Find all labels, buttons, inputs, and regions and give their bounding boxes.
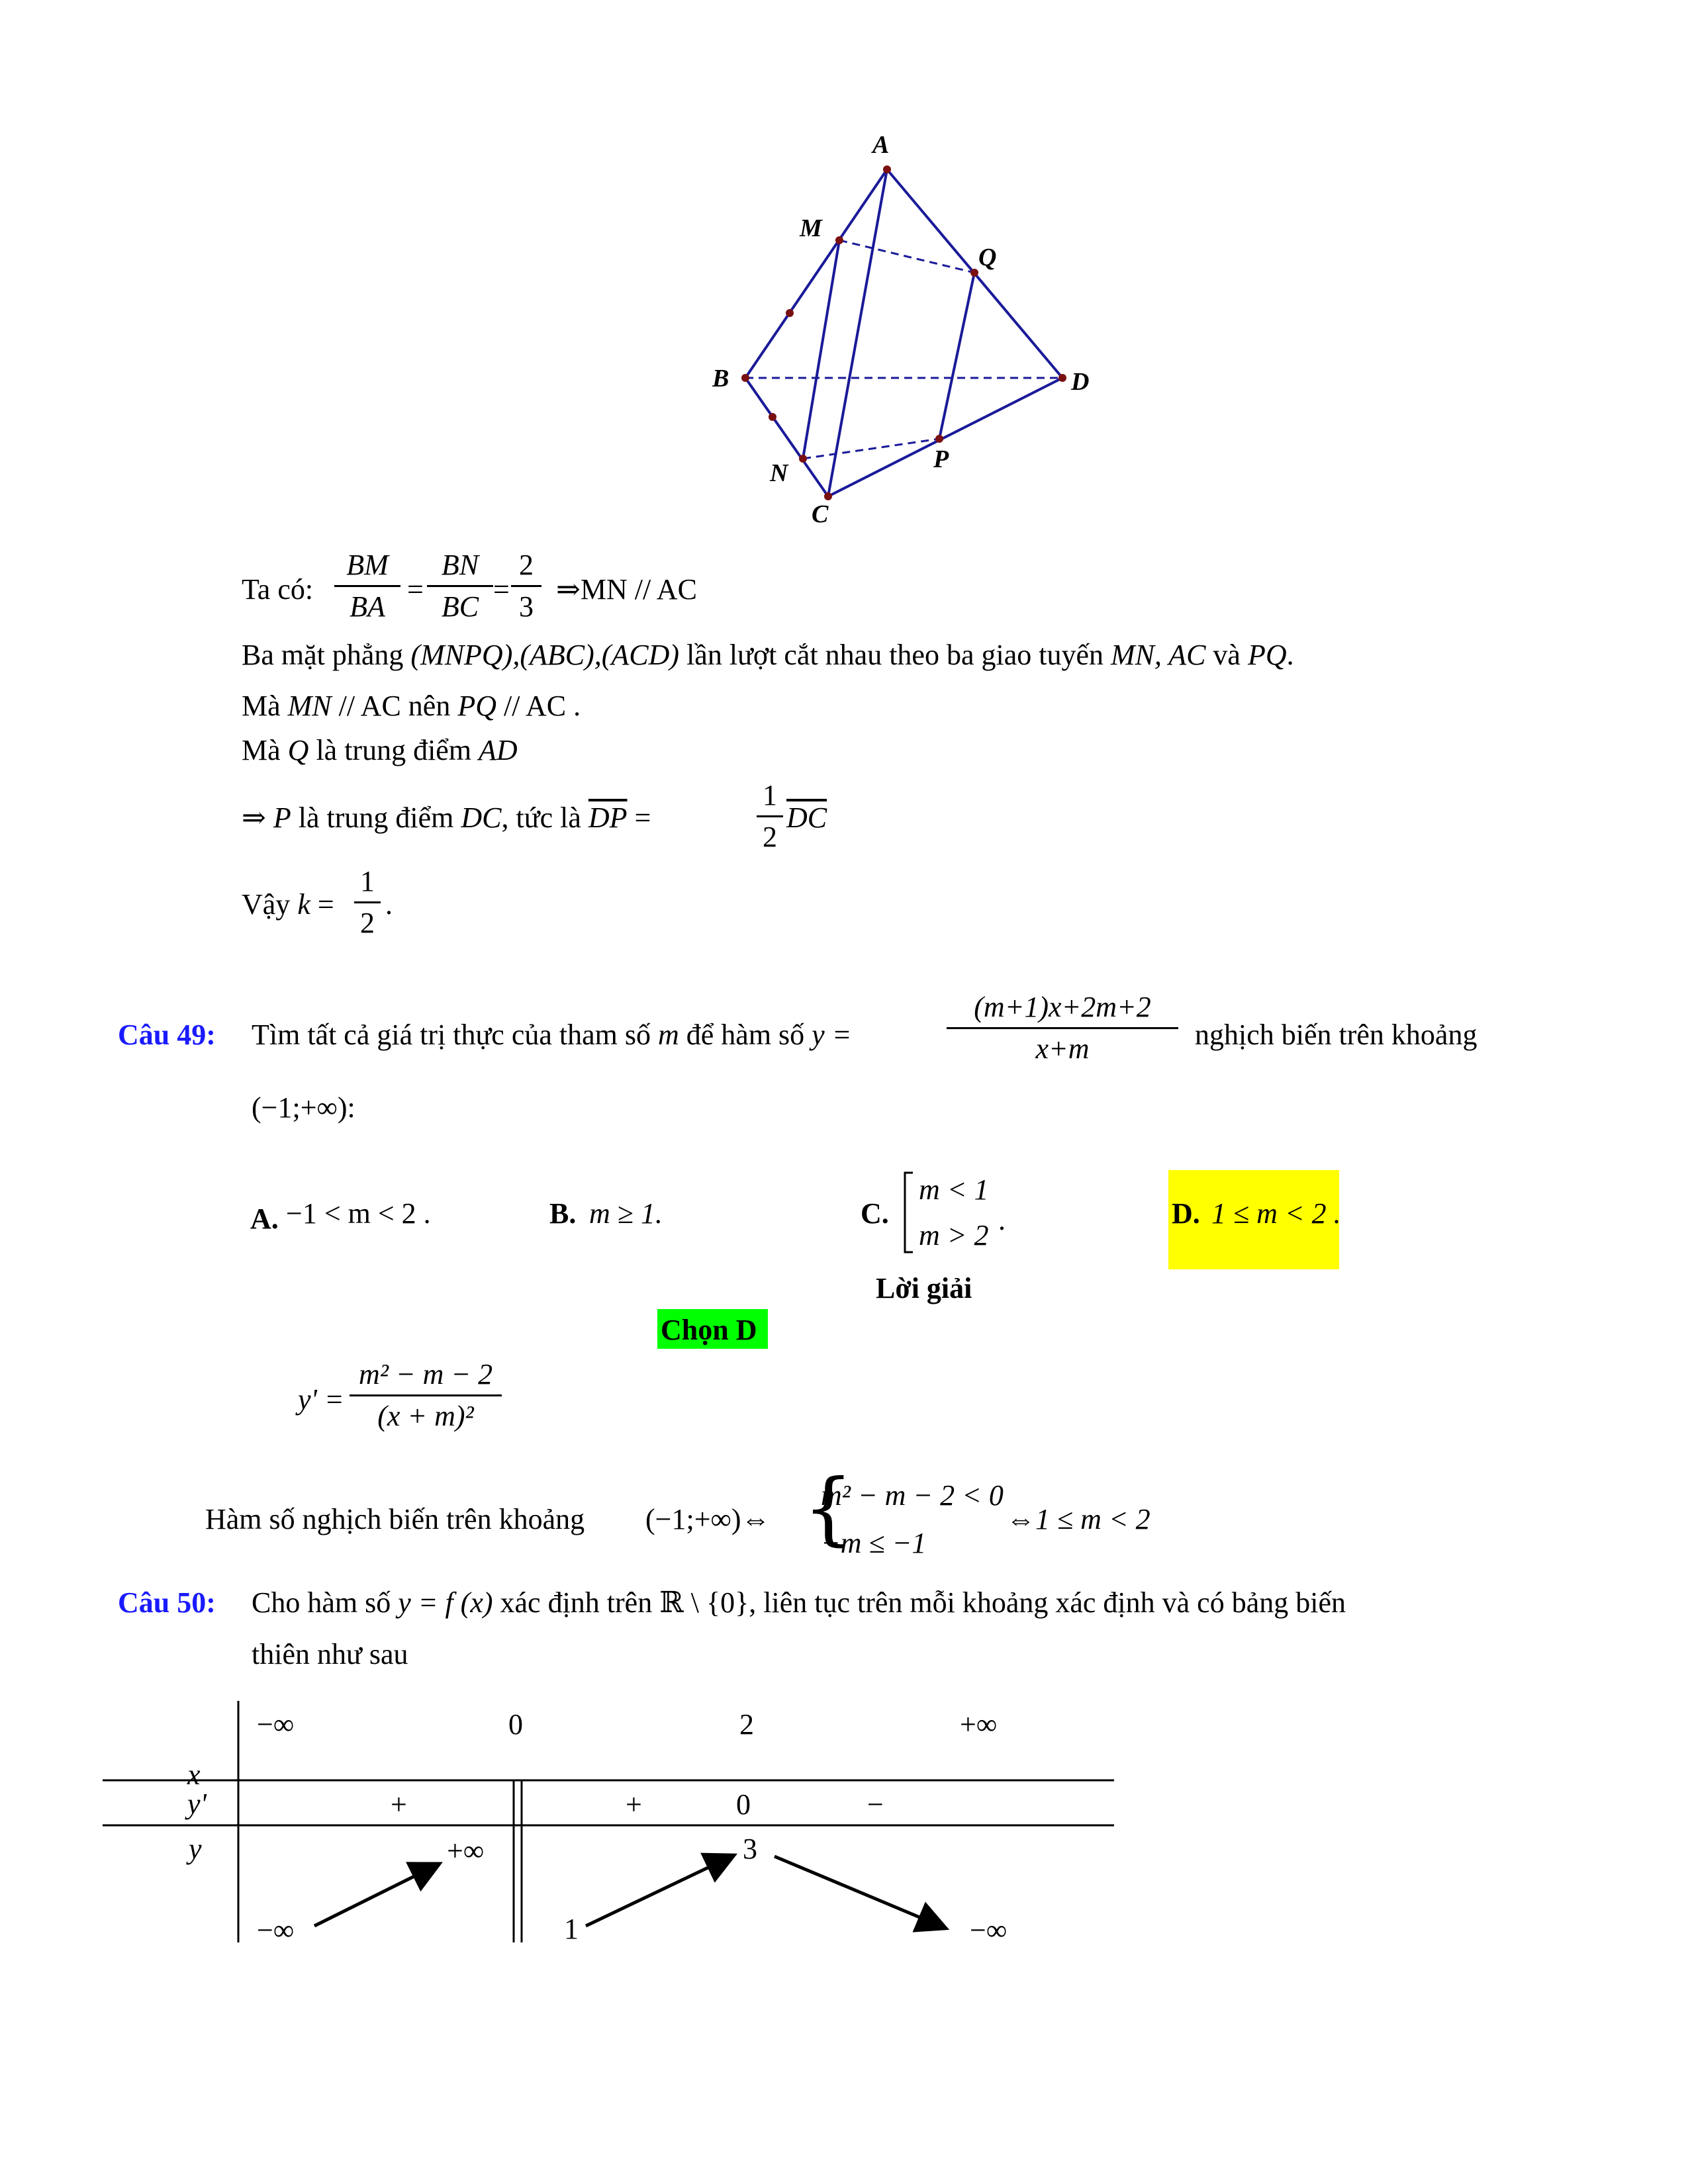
label-q: Q xyxy=(978,244,997,271)
option-c-dot: . xyxy=(998,1204,1006,1236)
fraction-bn-bc: $\frac{BN}{BC}$ xyxy=(427,551,493,621)
vector-dc: $\overline{DC}$ xyxy=(786,801,827,834)
system-bottom: −m ≤ −1 xyxy=(821,1527,927,1559)
arrow-decrease-right xyxy=(774,1856,943,1927)
derivative-fraction: $\frac{\text{m² − m − 2}}{\text{(x + m)²}}$ xyxy=(350,1360,502,1431)
table-sign: + xyxy=(626,1788,642,1821)
derivative-label: y' = xyxy=(298,1383,344,1416)
point-c xyxy=(824,492,832,500)
conclusion-k: Vậy k = xyxy=(242,888,334,921)
ta-co: Ta có: xyxy=(242,573,314,606)
question-50-label: Câu 50: xyxy=(118,1586,216,1619)
implies-mn-parallel-ac: ⇒MN // AC xyxy=(556,573,697,606)
point-p xyxy=(935,435,943,443)
question-49-text: Tìm tất cả giá trị thực của tham số m để hàm số y = xyxy=(252,1019,852,1051)
monotonic-condition-text: Hàm số nghịch biến trên khoảng xyxy=(205,1503,585,1535)
label-d: D xyxy=(1071,368,1090,396)
option-a-label[interactable]: A. xyxy=(250,1203,279,1235)
point-ab-third xyxy=(786,309,794,317)
solution-line-planes: Ba mặt phẳng (MNPQ),(ABC),(ACD) lần lượt cắt nhau theo ba giao tuyến MN, AC và PQ. xyxy=(242,639,1294,671)
vector-dp: $\overline{DP}$ xyxy=(588,801,628,834)
table-yprime-label: y' xyxy=(187,1788,207,1820)
option-c-label[interactable]: C. xyxy=(861,1197,889,1230)
solution-line-parallel: Mà MN // AC nên PQ // AC . xyxy=(242,690,581,722)
table-y-label: y xyxy=(189,1833,202,1865)
fraction-two-thirds: $\frac{2}{3}$ xyxy=(511,551,541,621)
table-x-value: +∞ xyxy=(960,1708,998,1741)
period: . xyxy=(385,888,393,921)
table-sign: 0 xyxy=(736,1788,751,1821)
point-q xyxy=(970,269,978,277)
segment-mq xyxy=(839,240,974,273)
label-p: P xyxy=(933,445,949,473)
table-x-value: −∞ xyxy=(257,1708,295,1741)
solution-line-midpoint-q: Mà Q là trung điểm AD xyxy=(242,734,518,766)
label-c: C xyxy=(812,500,829,528)
point-a xyxy=(883,165,891,173)
point-bc-third xyxy=(769,413,776,421)
option-c-top: m < 1 xyxy=(919,1173,989,1206)
system-brace: { xyxy=(803,1463,854,1555)
equals: = xyxy=(407,573,424,606)
arrow-increase-middle xyxy=(586,1856,731,1926)
point-n xyxy=(799,455,807,463)
table-y-value: +∞ xyxy=(447,1835,485,1867)
table-x-value: 2 xyxy=(739,1708,754,1741)
edge-ab xyxy=(745,169,887,378)
option-a-value: −1 < m < 2 . xyxy=(286,1197,431,1230)
question-49-text-tail: nghịch biến trên khoảng xyxy=(1195,1019,1477,1051)
table-y-value: 1 xyxy=(564,1913,579,1945)
table-y-value: −∞ xyxy=(970,1914,1008,1946)
edge-ad xyxy=(887,169,1062,378)
function-fraction: $\frac{(m+1)x+2m+2}{x+m}$ xyxy=(947,993,1178,1064)
table-x-label: x xyxy=(187,1758,201,1791)
fraction-half: $\frac{1}{2}$ xyxy=(757,781,783,852)
table-x-value: 0 xyxy=(508,1708,523,1741)
system-top: m² − m − 2 < 0 xyxy=(821,1479,1004,1512)
point-m xyxy=(835,236,843,244)
point-d xyxy=(1058,374,1066,382)
question-50-text: Cho hàm số y = f (x) xác định trên ℝ \ {0}, liên tục trên mỗi khoảng xác định và có bảng biến xyxy=(252,1586,1346,1619)
final-result: ⇔1 ≤ m < 2 xyxy=(1006,1503,1150,1535)
option-b-value: m ≥ 1. xyxy=(589,1197,663,1230)
segment-mn xyxy=(803,240,839,459)
equals: = xyxy=(493,573,510,606)
solution-heading: Lời giải xyxy=(876,1272,972,1304)
monotonic-interval: (−1;+∞)⇔ xyxy=(645,1503,771,1535)
label-m: M xyxy=(800,214,822,242)
table-sign: + xyxy=(391,1788,407,1821)
label-n: N xyxy=(770,459,788,487)
arrow-increase-left xyxy=(314,1865,437,1926)
label-a: A xyxy=(872,131,890,159)
segment-np xyxy=(803,439,939,459)
fraction-k-half: $\frac{1}{2}$ xyxy=(354,867,381,938)
edge-cd xyxy=(828,378,1062,496)
question-49-interval: (−1;+∞): xyxy=(252,1091,355,1124)
chosen-answer: Chọn D xyxy=(661,1314,757,1346)
option-d-value: 1 ≤ m < 2 . xyxy=(1211,1197,1341,1230)
option-d-label[interactable]: D. xyxy=(1172,1197,1200,1230)
label-b: B xyxy=(712,365,729,392)
table-y-value: −∞ xyxy=(257,1914,295,1946)
question-49-label: Câu 49: xyxy=(118,1019,216,1051)
edge-ac xyxy=(828,169,887,496)
option-c-bottom: m > 2 xyxy=(919,1219,989,1251)
table-sign: − xyxy=(867,1788,884,1821)
option-c-bracket xyxy=(902,1171,915,1254)
fraction-bm-ba: $\frac{BM}{BA}$ xyxy=(334,551,400,621)
question-50-text-cont: thiên như sau xyxy=(252,1638,408,1670)
table-y-value: 3 xyxy=(743,1833,757,1865)
segment-qp xyxy=(939,273,974,439)
point-b xyxy=(741,374,749,382)
option-b-label[interactable]: B. xyxy=(549,1197,577,1230)
solution-line-midpoint-p: ⇒ P là trung điểm DC, tức là $\overline{DP}$ = xyxy=(242,801,651,834)
